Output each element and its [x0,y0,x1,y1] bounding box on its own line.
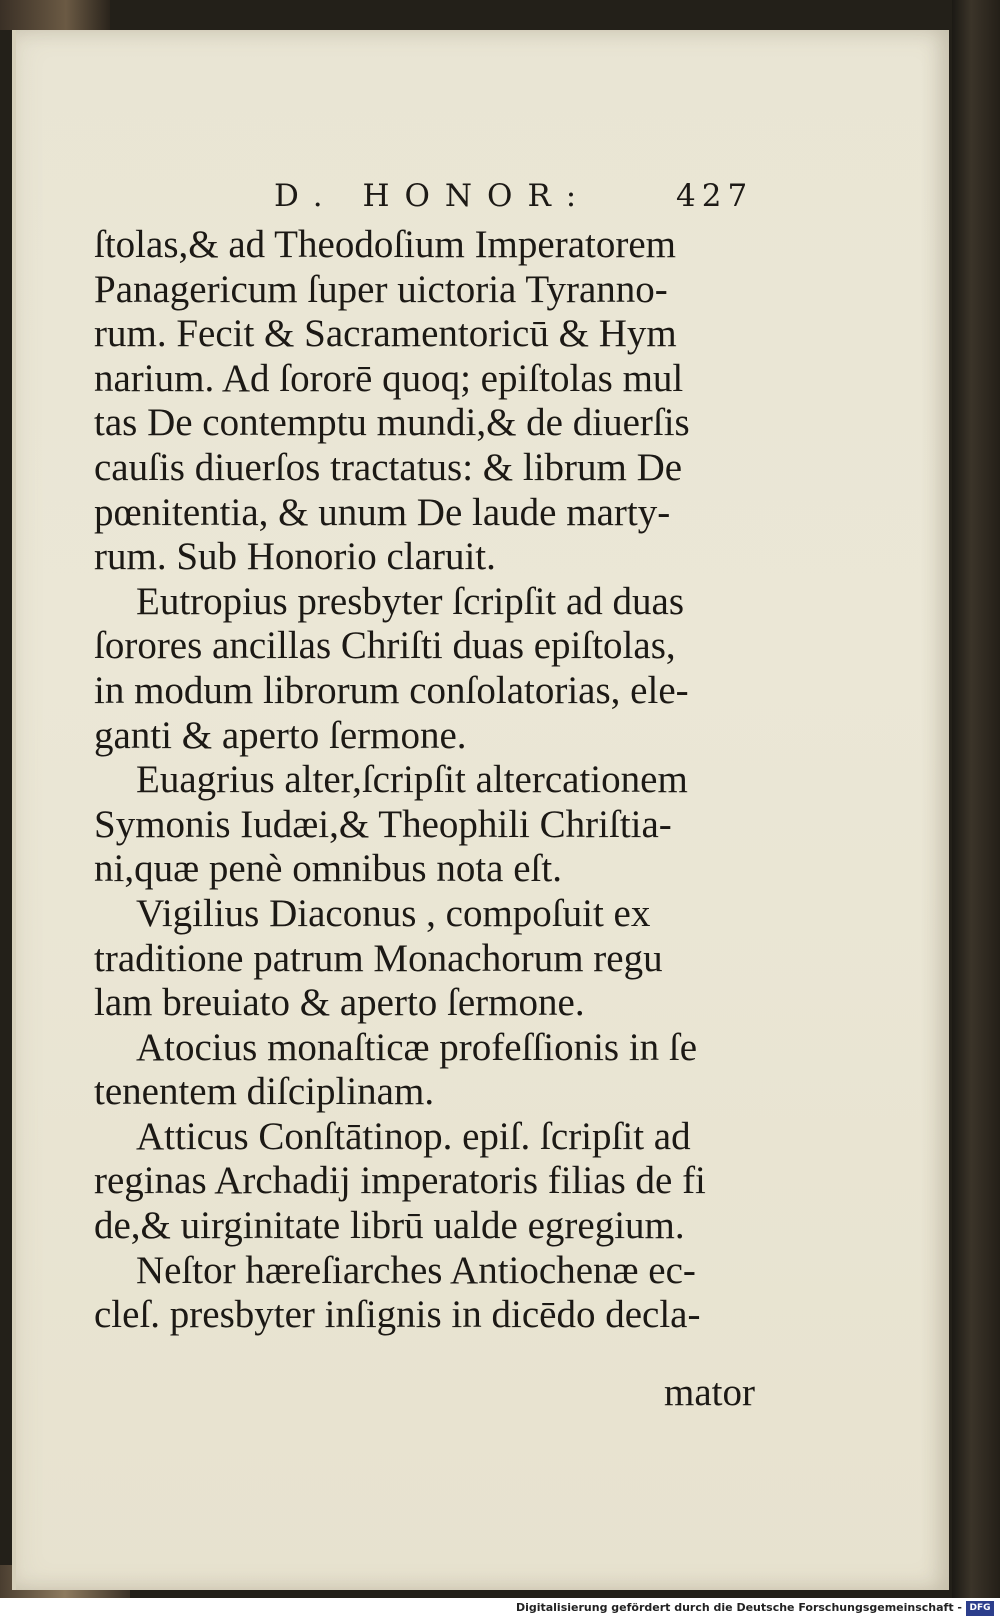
text-line: tas De contemptu mundi,& de diuerſis [94,401,690,445]
text-line: in modum librorum conſolatorias, ele- [94,668,689,712]
text-line: Vigilius Diaconus , compoſuit ex [136,891,651,935]
text-line: Atocius monaſticæ profeſſionis in ſe [136,1025,698,1069]
text-line: ganti & aperto ſermone. [94,713,467,757]
text-line: Neſtor hæreſiarches Antiochenæ ec- [136,1248,696,1292]
page-edge-shadow [952,0,1000,1598]
text-line: lam breuiato & aperto ſermone. [94,981,585,1025]
text-line: rum. Fecit & Sacramentoricū & Hym [94,312,677,356]
book-page [12,30,949,1590]
text-line: Euagrius alter,ſcripſit altercationem [136,758,688,802]
running-head [16,178,961,218]
text-line: Atticus Conſtātinop. epiſ. ſcripſit ad [136,1114,691,1158]
text-line: cauſis diuerſos tractatus: & librum De [94,445,683,489]
body-text [94,223,774,1338]
text-line: reginas Archadij imperatoris filias de fi [94,1159,706,1203]
text-line: traditione patrum Monachorum regu [94,936,663,980]
text-line: Symonis Iudæi,& Theophili Chriſtia- [94,802,672,846]
running-head-title: D. HONOR: [274,178,592,214]
text-line: cleſ. presbyter inſignis in dicēdo decla- [94,1293,701,1337]
text-line: Panagericum ſuper uictoria Tyranno- [94,267,668,311]
text-line: de,& uirginitate librū ualde egregium. [94,1204,685,1248]
text-line: narium. Ad ſororē quoq; epiſtolas mul [94,356,684,400]
book-binding-top [0,0,110,30]
text-line: pœnitentia, & unum De laude marty- [94,490,671,534]
dfg-logo: DFG [966,1601,994,1616]
catchword: mator [664,1371,755,1414]
text-line: ſtolas,& ad Theodoſium Imperatorem [94,223,676,266]
text-line: rum. Sub Honorio claruit. [94,535,496,579]
footer-bar [0,1598,1000,1620]
funding-credit: Digitalisierung gefördert durch die Deutsche Forschungsgemeinschaft - [515,1601,962,1614]
text-line: ſorores ancillas Chriſti duas epiſtolas, [94,624,676,668]
page-number: 427 [676,178,754,214]
text-line: ni,quæ penè omnibus nota eſt. [94,847,562,891]
text-line: Eutropius presbyter ſcripſit ad duas [136,579,685,623]
text-line: tenentem diſciplinam. [94,1070,435,1114]
